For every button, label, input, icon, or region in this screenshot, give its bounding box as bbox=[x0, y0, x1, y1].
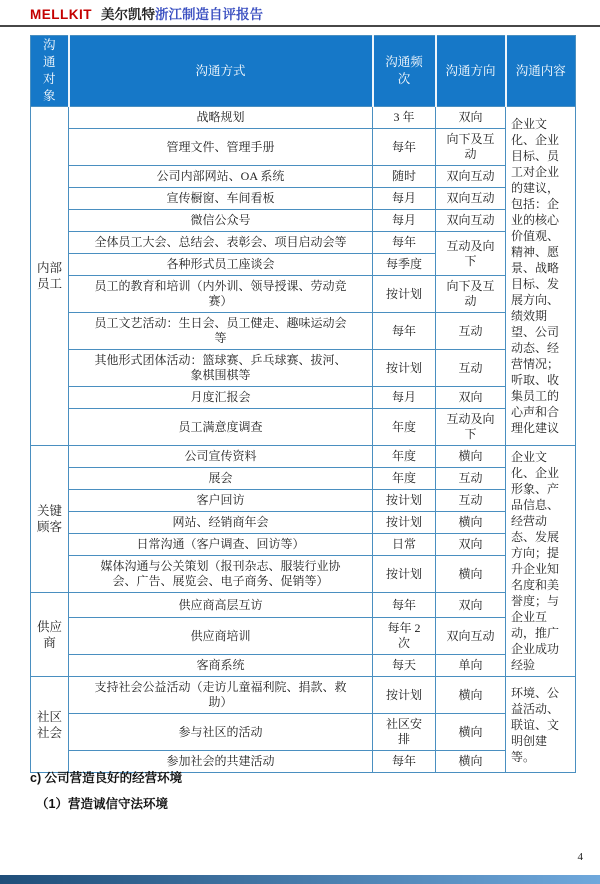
frequency-cell: 按计划 bbox=[373, 276, 436, 313]
frequency-cell: 年度 bbox=[373, 409, 436, 446]
method-cell: 公司宣传资料 bbox=[69, 446, 373, 468]
target-group-cell: 社区社会 bbox=[31, 677, 69, 773]
direction-cell: 双向 bbox=[436, 387, 506, 409]
footer-decoration-bar bbox=[0, 875, 600, 884]
col-header-method: 沟通方式 bbox=[69, 36, 373, 107]
direction-cell: 互动 bbox=[436, 350, 506, 387]
col-header-content: 沟通内容 bbox=[506, 36, 576, 107]
content-group-cell: 企业文化、企业目标、员工对企业的建议，包括：企业的核心价值观、精神、愿景、战略目标、发展方向、绩效期望、公司动态、经营情况；听取、收集员工的心声和合理化建议 bbox=[506, 107, 576, 446]
direction-cell: 横向 bbox=[436, 714, 506, 751]
frequency-cell: 每天 bbox=[373, 655, 436, 677]
frequency-cell: 日常 bbox=[373, 534, 436, 556]
frequency-cell: 每年 2 次 bbox=[373, 618, 436, 655]
direction-cell: 双向互动 bbox=[436, 188, 506, 210]
frequency-cell: 每年 bbox=[373, 129, 436, 166]
method-cell: 供应商培训 bbox=[69, 618, 373, 655]
table-row bbox=[31, 593, 576, 618]
content-group-cell: 企业文化、企业形象、产品信息、经营动态、发展方向；提升企业知名度和美誉度；与企业互动，推广企业成功经验 bbox=[506, 446, 576, 677]
method-cell: 管理文件、管理手册 bbox=[69, 129, 373, 166]
frequency-cell: 年度 bbox=[373, 468, 436, 490]
table-row bbox=[31, 446, 576, 468]
target-group-cell: 供应商 bbox=[31, 593, 69, 677]
table-row bbox=[31, 512, 576, 534]
direction-cell: 双向 bbox=[436, 593, 506, 618]
section-item-c: c) 公司营造良好的经营环境 bbox=[30, 771, 183, 785]
method-cell: 支持社会公益活动（走访儿童福利院、捐款、救助） bbox=[69, 677, 373, 714]
direction-cell: 横向 bbox=[436, 446, 506, 468]
table-row bbox=[31, 409, 576, 446]
table-row bbox=[31, 210, 576, 232]
frequency-cell: 按计划 bbox=[373, 556, 436, 593]
table-row bbox=[31, 468, 576, 490]
direction-cell: 横向 bbox=[436, 751, 506, 773]
direction-cell: 双向 bbox=[436, 534, 506, 556]
direction-cell: 互动及向下 bbox=[436, 232, 506, 276]
method-cell: 供应商高层互访 bbox=[69, 593, 373, 618]
frequency-cell: 每月 bbox=[373, 188, 436, 210]
method-cell: 宣传橱窗、车间看板 bbox=[69, 188, 373, 210]
method-cell: 员工文艺活动：生日会、员工健走、趣味运动会等 bbox=[69, 313, 373, 350]
frequency-cell: 每年 bbox=[373, 593, 436, 618]
table-row bbox=[31, 677, 576, 714]
method-cell: 展会 bbox=[69, 468, 373, 490]
communication-table bbox=[30, 35, 576, 773]
table-row bbox=[31, 556, 576, 593]
document-title: 浙江制造自评报告 bbox=[155, 7, 263, 22]
method-cell: 全体员工大会、总结会、表彰会、项目启动会等 bbox=[69, 232, 373, 254]
direction-cell: 向下及互动 bbox=[436, 276, 506, 313]
target-group-cell: 关键顾客 bbox=[31, 446, 69, 593]
section-item-c1: （1）营造诚信守法环境 bbox=[36, 797, 168, 811]
frequency-cell: 每月 bbox=[373, 210, 436, 232]
direction-cell: 双向互动 bbox=[436, 166, 506, 188]
page-number: 4 bbox=[577, 851, 583, 863]
table-row bbox=[31, 714, 576, 751]
frequency-cell: 按计划 bbox=[373, 512, 436, 534]
content-group-cell: 环境、公益活动、联谊、文明创建等。 bbox=[506, 677, 576, 773]
direction-cell: 横向 bbox=[436, 677, 506, 714]
frequency-cell: 随时 bbox=[373, 166, 436, 188]
table-row bbox=[31, 655, 576, 677]
col-header-direction: 沟通方向 bbox=[436, 36, 506, 107]
direction-cell: 互动 bbox=[436, 313, 506, 350]
frequency-cell: 每季度 bbox=[373, 254, 436, 276]
direction-cell: 双向 bbox=[436, 107, 506, 129]
table-row bbox=[31, 232, 576, 254]
direction-cell: 互动及向下 bbox=[436, 409, 506, 446]
frequency-cell: 3 年 bbox=[373, 107, 436, 129]
table-row bbox=[31, 387, 576, 409]
table-row bbox=[31, 129, 576, 166]
method-cell: 参加社会的共建活动 bbox=[69, 751, 373, 773]
method-cell: 客商系统 bbox=[69, 655, 373, 677]
method-cell: 参与社区的活动 bbox=[69, 714, 373, 751]
table-row bbox=[31, 276, 576, 313]
method-cell: 客户回访 bbox=[69, 490, 373, 512]
direction-cell: 向下及互动 bbox=[436, 129, 506, 166]
frequency-cell: 按计划 bbox=[373, 490, 436, 512]
table-row bbox=[31, 350, 576, 387]
method-cell: 媒体沟通与公关策划（报刊杂志、服装行业协会、广告、展览会、电子商务、促销等） bbox=[69, 556, 373, 593]
method-cell: 员工满意度调查 bbox=[69, 409, 373, 446]
page-header bbox=[0, 0, 600, 27]
method-cell: 其他形式团体活动：篮球赛、乒乓球赛、拔河、象棋围棋等 bbox=[69, 350, 373, 387]
method-cell: 员工的教育和培训（内外训、领导授课、劳动竞赛） bbox=[69, 276, 373, 313]
brand-logo-text: MELLKIT bbox=[30, 7, 92, 22]
frequency-cell: 年度 bbox=[373, 446, 436, 468]
direction-cell: 横向 bbox=[436, 556, 506, 593]
method-cell: 日常沟通（客户调查、回访等） bbox=[69, 534, 373, 556]
table-row bbox=[31, 313, 576, 350]
table-row bbox=[31, 107, 576, 129]
method-cell: 微信公众号 bbox=[69, 210, 373, 232]
method-cell: 战略规划 bbox=[69, 107, 373, 129]
table-row bbox=[31, 166, 576, 188]
table-row bbox=[31, 188, 576, 210]
direction-cell: 互动 bbox=[436, 468, 506, 490]
frequency-cell: 社区安排 bbox=[373, 714, 436, 751]
method-cell: 公司内部网站、OA 系统 bbox=[69, 166, 373, 188]
direction-cell: 互动 bbox=[436, 490, 506, 512]
header-row bbox=[31, 36, 576, 107]
target-group-cell: 内部员工 bbox=[31, 107, 69, 446]
table-header bbox=[31, 36, 576, 107]
frequency-cell: 每年 bbox=[373, 313, 436, 350]
table-row bbox=[31, 490, 576, 512]
brand-chinese-name: 美尔凯特 bbox=[101, 7, 155, 22]
frequency-cell: 每年 bbox=[373, 232, 436, 254]
method-cell: 月度汇报会 bbox=[69, 387, 373, 409]
direction-cell: 双向互动 bbox=[436, 618, 506, 655]
col-header-frequency: 沟通频次 bbox=[373, 36, 436, 107]
method-cell: 各种形式员工座谈会 bbox=[69, 254, 373, 276]
direction-cell: 双向互动 bbox=[436, 210, 506, 232]
table-row bbox=[31, 534, 576, 556]
table-body bbox=[31, 107, 576, 773]
direction-cell: 单向 bbox=[436, 655, 506, 677]
frequency-cell: 按计划 bbox=[373, 350, 436, 387]
col-header-target: 沟通对象 bbox=[31, 36, 69, 107]
frequency-cell: 每月 bbox=[373, 387, 436, 409]
method-cell: 网站、经销商年会 bbox=[69, 512, 373, 534]
table-row bbox=[31, 618, 576, 655]
frequency-cell: 每年 bbox=[373, 751, 436, 773]
direction-cell: 横向 bbox=[436, 512, 506, 534]
frequency-cell: 按计划 bbox=[373, 677, 436, 714]
